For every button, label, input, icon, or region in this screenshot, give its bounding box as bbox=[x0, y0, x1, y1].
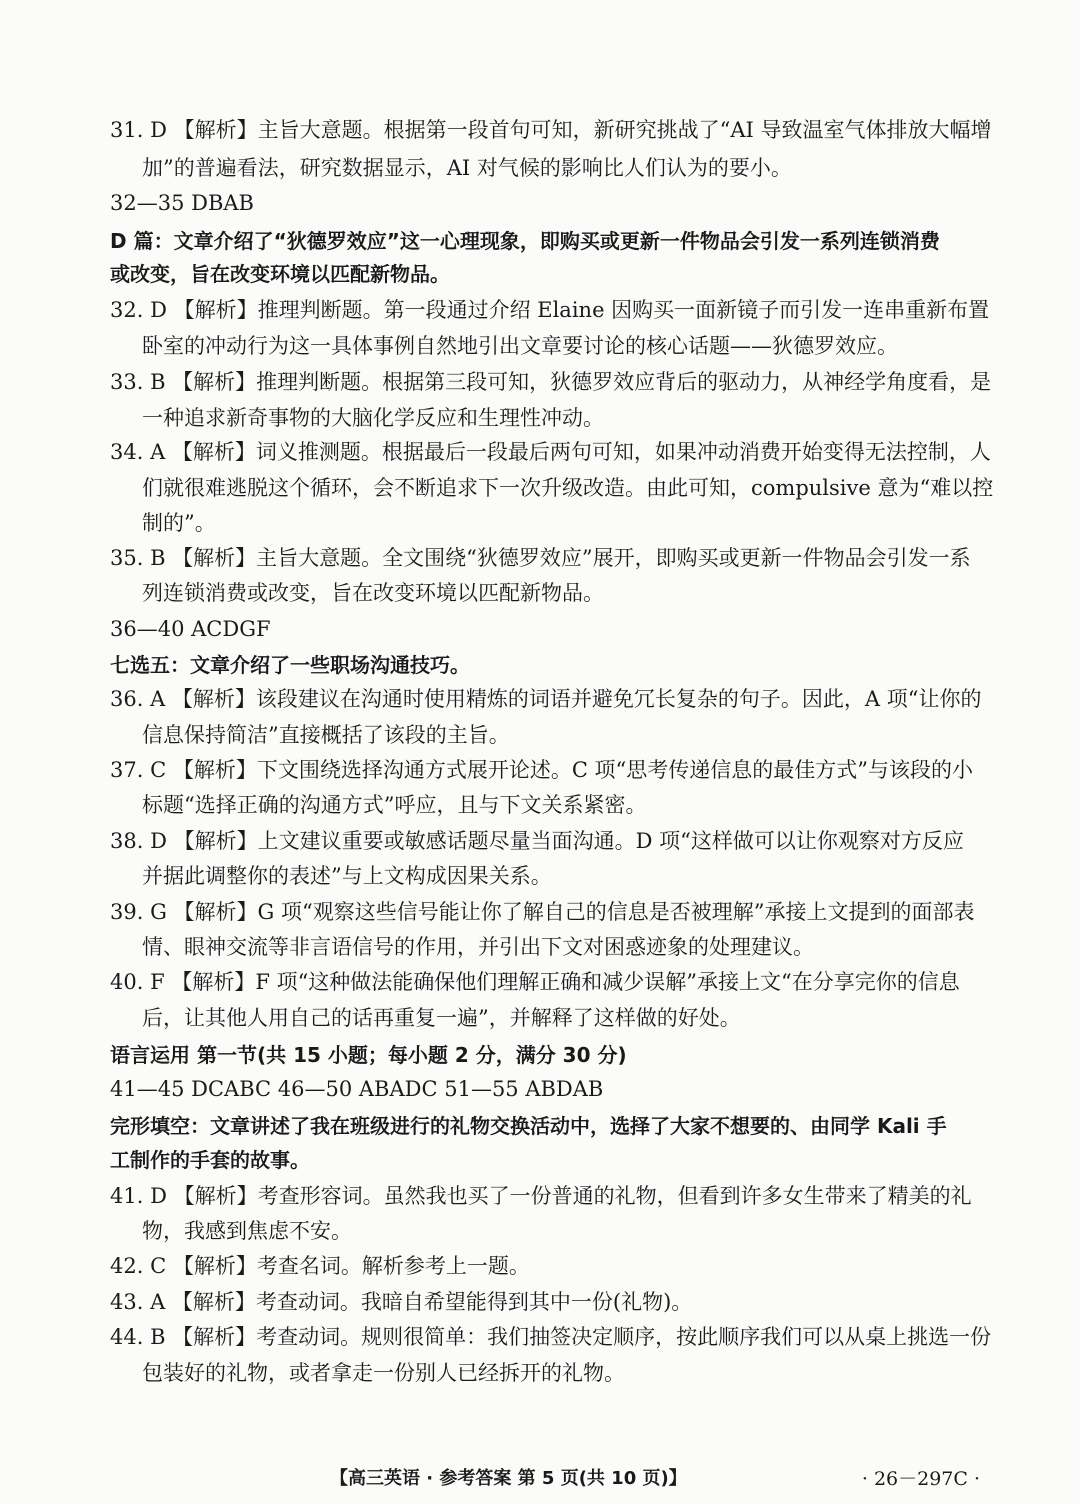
answer-42: 42. C 【解析】考查名词。解析参考上一题。 bbox=[110, 1254, 530, 1278]
answer-32-line-1: 32. D 【解析】推理判断题。第一段通过介绍 Elaine 因购买一面新镜子而引发一连串重新布置 bbox=[110, 298, 990, 322]
answer-44-line-2: 包装好的礼物，或者拿走一份别人已经拆开的礼物。 bbox=[142, 1361, 625, 1385]
answer-36-line-2: 信息保持简洁”直接概括了该段的主旨。 bbox=[142, 723, 510, 747]
answer-34-line-2: 们就很难逃脱这个循环，会不断追求下一次升级改造。由此可知，compulsive 意为“难以控 bbox=[142, 476, 994, 500]
answer-36-line-1: 36. A 【解析】该段建议在沟通时使用精炼的词语并避免冗长复杂的句子。因此，A 项“让你的 bbox=[110, 687, 982, 711]
answer-33-line-1: 33. B 【解析】推理判断题。根据第三段可知，狄德罗效应背后的驱动力，从神经学角度看，是 bbox=[110, 370, 992, 394]
passage-d-summary-line-2: 或改变，旨在改变环境以匹配新物品。 bbox=[110, 262, 450, 286]
answer-37-line-2: 标题“选择正确的沟通方式”呼应，且与下文关系紧密。 bbox=[142, 793, 647, 817]
answer-43: 43. A 【解析】考查动词。我暗自希望能得到其中一份(礼物)。 bbox=[110, 1290, 693, 1314]
answer-34-line-3: 制的”。 bbox=[142, 511, 216, 535]
answer-32-line-2: 卧室的冲动行为这一具体事例自然地引出文章要讨论的核心话题——狄德罗效应。 bbox=[142, 334, 898, 358]
answer-40-line-2: 后，让其他人用自己的话再重复一遍”，并解释了这样做的好处。 bbox=[142, 1006, 741, 1030]
cloze-summary-line-1: 完形填空：文章讲述了我在班级进行的礼物交换活动中，选择了大家不想要的、由同学 Kali 手 bbox=[110, 1114, 947, 1138]
answer-35-line-1: 35. B 【解析】主旨大意题。全文围绕“狄德罗效应”展开，即购买或更新一件物品会引发一系 bbox=[110, 546, 971, 570]
answer-41-line-1: 41. D 【解析】考查形容词。虽然我也买了一份普通的礼物，但看到许多女生带来了精美的礼 bbox=[110, 1184, 972, 1208]
section-heading-language-use: 语言运用 第一节(共 15 小题；每小题 2 分，满分 30 分) bbox=[110, 1043, 627, 1067]
footer-code: · 26－297C · bbox=[861, 1468, 980, 1490]
answer-40-line-1: 40. F 【解析】F 项“这种做法能确保他们理解正确和减少误解”承接上文“在分享完你的信息 bbox=[110, 970, 960, 994]
answer-44-line-1: 44. B 【解析】考查动词。规则很简单：我们抽签决定顺序，按此顺序我们可以从桌上挑选一份 bbox=[110, 1325, 992, 1349]
passage-d-summary-line-1: D 篇：文章介绍了“狄德罗效应”这一心理现象，即购买或更新一件物品会引发一系列连锁消费 bbox=[110, 229, 940, 253]
answer-range-32-35: 32—35 DBAB bbox=[110, 191, 254, 215]
answer-range-36-40: 36—40 ACDGF bbox=[110, 617, 271, 641]
answer-34-line-1: 34. A 【解析】词义推测题。根据最后一段最后两句可知，如果冲动消费开始变得无法控制，人 bbox=[110, 440, 991, 464]
answer-38-line-1: 38. D 【解析】上文建议重要或敏感话题尽量当面沟通。D 项“这样做可以让你观察对方反应 bbox=[110, 829, 964, 853]
answer-range-41-55: 41—45 DCABC 46—50 ABADC 51—55 ABDAB bbox=[110, 1077, 604, 1101]
answer-31-line-1: 31. D 【解析】主旨大意题。根据第一段首句可知，新研究挑战了“AI 导致温室气体排放大幅增 bbox=[110, 118, 992, 142]
footer-page-info: 【高三英语 · 参考答案 第 5 页(共 10 页)】 bbox=[330, 1468, 687, 1489]
answer-31-line-2: 加”的普遍看法，研究数据显示，AI 对气候的影响比人们认为的要小。 bbox=[142, 156, 792, 180]
seven-choose-five-summary: 七选五：文章介绍了一些职场沟通技巧。 bbox=[110, 653, 470, 677]
answer-39-line-1: 39. G 【解析】G 项“观察这些信号能让你了解自己的信息是否被理解”承接上文提到的面部表 bbox=[110, 900, 975, 924]
answer-41-line-2: 物，我感到焦虑不安。 bbox=[142, 1219, 352, 1243]
answer-39-line-2: 情、眼神交流等非言语信号的作用，并引出下文对困惑迹象的处理建议。 bbox=[142, 935, 814, 959]
answer-37-line-1: 37. C 【解析】下文围绕选择沟通方式展开论述。C 项“思考传递信息的最佳方式”与该段的小 bbox=[110, 758, 974, 782]
answer-33-line-2: 一种追求新奇事物的大脑化学反应和生理性冲动。 bbox=[142, 406, 604, 430]
answer-38-line-2: 并据此调整你的表述”与上文构成因果关系。 bbox=[142, 864, 552, 888]
cloze-summary-line-2: 工制作的手套的故事。 bbox=[110, 1148, 310, 1172]
answer-35-line-2: 列连锁消费或改变，旨在改变环境以匹配新物品。 bbox=[142, 581, 604, 605]
